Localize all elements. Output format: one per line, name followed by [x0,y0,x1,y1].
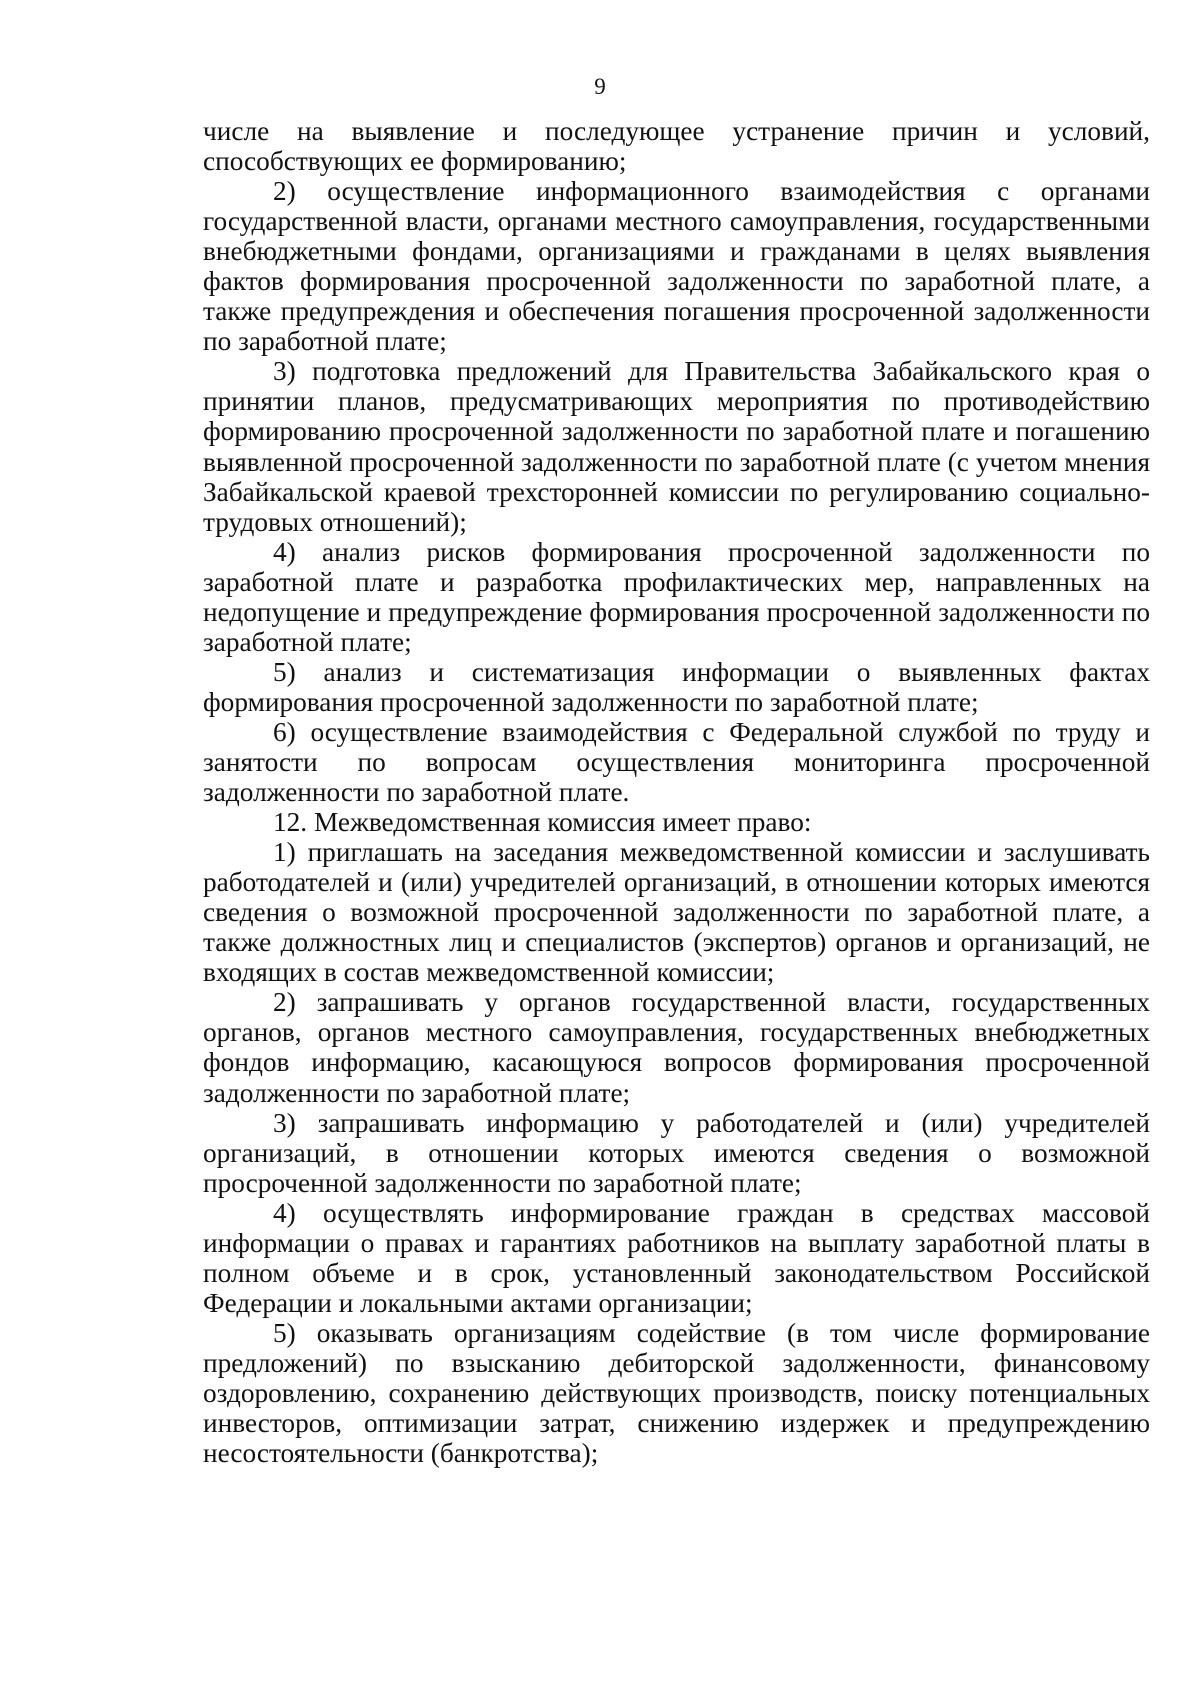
paragraph-right-2: 2) запрашивать у органов государственной власти, государственных органов, органов местного самоуправления, государственных внебюджетных фондов информацию, касающуюся вопросов формирования просроченной задолженности по заработной плате; [203,987,1150,1108]
paragraph-item-3: 3) подготовка предложений для Правительства Забайкальского края о принятии планов, предусматривающих мероприятия по противодействию формированию просроченной задолженности по заработной плате и погашению выявленной просроченной задолженности по заработной плате (с учетом мнения Забайкальской краевой трехсторонней комиссии по регулированию социально-трудовых отношений); [203,356,1150,537]
paragraph-right-4: 4) осуществлять информирование граждан в средствах массовой информации о правах и гарантиях работников на выплату заработной платы в полном объеме и в срок, установленный законодательством Российской Федерации и локальными актами организации; [203,1197,1150,1318]
paragraph-continuation: числе на выявление и последующее устранение причин и условий, способствующих ее формированию; [203,116,1150,177]
paragraph-item-6: 6) осуществление взаимодействия с Федеральной службой по труду и занятости по вопросам осуществления мониторинга просроченной задолженности по заработной плате. [203,716,1150,808]
document-body [203,116,1150,1468]
paragraph-item-4: 4) анализ рисков формирования просроченной задолженности по заработной плате и разработка профилактических мер, направленных на недопущение и предупреждение формирования просроченной задолженности по заработной плате; [203,536,1150,657]
page-number: 9 [594,74,606,99]
paragraph-right-1: 1) приглашать на заседания межведомственной комиссии и заслушивать работодателей и (или) учредителей организаций, в отношении которых имеются сведения о возможной просроченной задолженности по заработной плате, а также должностных лиц и специалистов (экспертов) органов и организаций, не входящих в состав межведомственной комиссии; [203,837,1150,988]
paragraph-item-5: 5) анализ и систематизация информации о выявленных фактах формирования просроченной задолженности по заработной плате; [203,656,1150,717]
paragraph-right-5: 5) оказывать организациям содействие (в том числе формирование предложений) по взысканию дебиторской задолженности, финансовому оздоровлению, сохранению действующих производств, поиску потенциальных инвесторов, оптимизации затрат, снижению издержек и предупреждению несостоятельности (банкротства); [203,1317,1150,1469]
section-12-heading: 12. Межведомственная комиссия имеет право: [273,807,812,838]
paragraph-right-3: 3) запрашивать информацию у работодателей и (или) учредителей организаций, в отношении которых имеются сведения о возможной просроченной задолженности по заработной плате; [203,1107,1150,1198]
paragraph-item-2: 2) осуществление информационного взаимодействия с органами государственной власти, органами местного самоуправления, государственными внебюджетными фондами, организациями и гражданами в целях выявления фактов формирования просроченной задолженности по заработной плате, а также предупреждения и обеспечения погашения просроченной задолженности по заработной плате; [203,176,1150,357]
